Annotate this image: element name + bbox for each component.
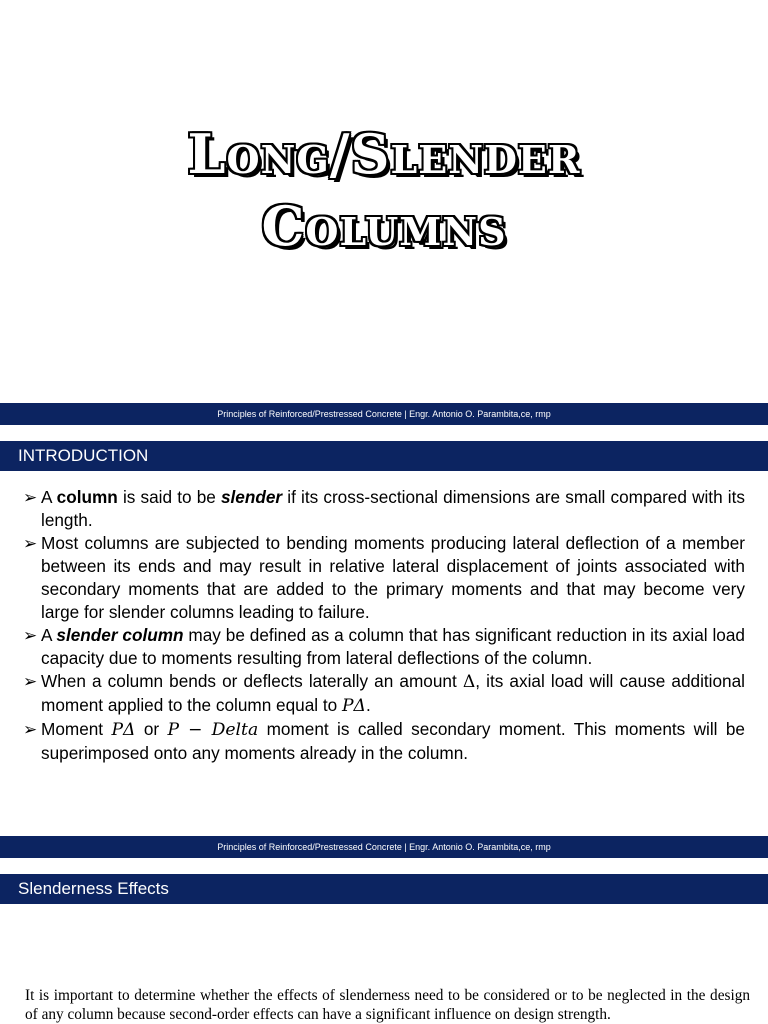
title-line-1: Long/Slender [187, 122, 581, 186]
arrow-bullet-icon: ➢ [23, 671, 38, 691]
introduction-heading: INTRODUCTION [0, 441, 768, 471]
term-slender-column: slender column [56, 625, 184, 645]
slide-footer-2: Principles of Reinforced/Prestressed Concrete | Engr. Antonio O. Parambita,ce, rmp [0, 836, 768, 858]
arrow-bullet-icon: ➢ [23, 533, 38, 553]
bullet-item-4: ➢ When a column bends or deflects laterally an amount Δ, its axial load will cause additional moment applied to the column equal to PΔ. [23, 671, 745, 716]
arrow-bullet-icon: ➢ [23, 719, 38, 739]
arrow-bullet-icon: ➢ [23, 487, 38, 507]
math-p-delta: PΔ [111, 720, 136, 740]
bullet-item-3: ➢ A slender column may be defined as a column that has significant reduction in its axial load capacity due to moments resulting from lateral deflections of the column. [23, 625, 745, 668]
bullet-item-1: ➢ A column is said to be slender if its cross-sectional dimensions are small compared with its length. [23, 487, 745, 530]
bullet-item-5: ➢ Moment PΔ or P − Delta moment is called secondary moment. This moments will be superimposed onto any moments already in the column. [23, 719, 745, 763]
math-p-minus-delta: P − Delta [167, 720, 259, 740]
term-column: column [56, 487, 118, 507]
slenderness-effects-heading: Slenderness Effects [0, 874, 768, 904]
bullet-item-2: ➢ Most columns are subjected to bending moments producing lateral deflection of a member between its ends and may result in relative lateral displacement of joints associated with secondary moments that are added to the primary moments and that may become very large for slender columns leading to failure. [23, 533, 745, 622]
math-p-delta: PΔ [341, 696, 366, 716]
arrow-bullet-icon: ➢ [23, 625, 38, 645]
title-line-2: Columns [261, 194, 507, 258]
slide-footer-1: Principles of Reinforced/Prestressed Concrete | Engr. Antonio O. Parambita,ce, rmp [0, 403, 768, 425]
math-delta: Δ [462, 672, 476, 692]
slenderness-body-text: It is important to determine whether the effects of slenderness need to be considered or to be neglected in the design of any column because second-order effects can have a significant influence on design strength. [25, 987, 750, 1023]
term-slender: slender [220, 487, 283, 507]
